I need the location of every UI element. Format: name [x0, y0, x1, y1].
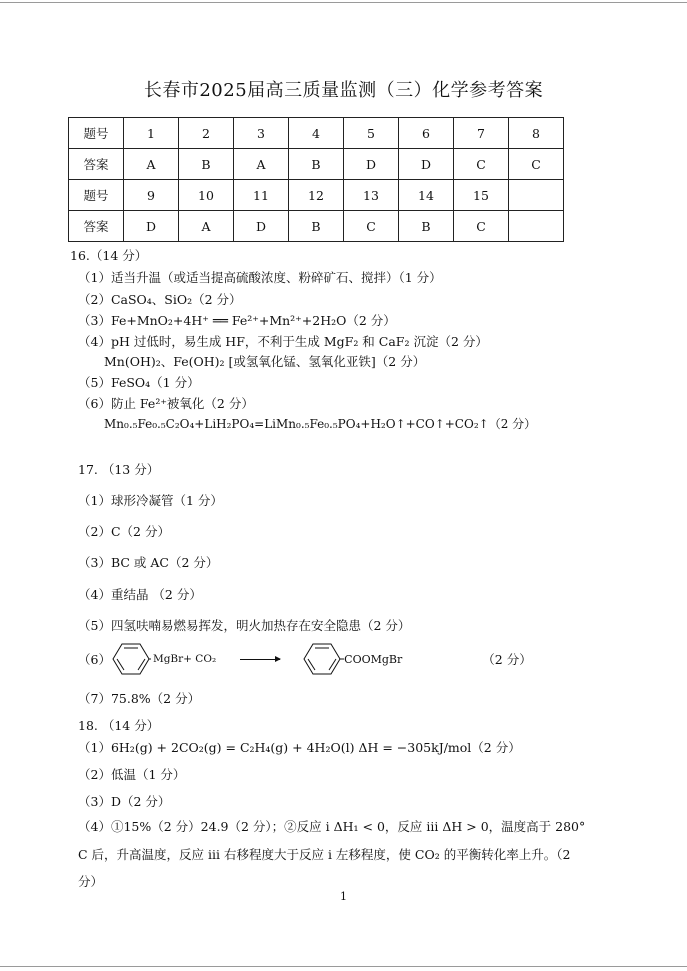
q17-answer-2: （2）C（2 分）	[78, 524, 170, 539]
table-row	[69, 180, 564, 211]
q16-answer-3: （3）Fe+MnO₂+4H⁺ ══ Fe²⁺+Mn²⁺+2H₂O（2 分）	[78, 313, 396, 328]
table-row-label: 答案	[69, 211, 124, 242]
q17-answer-3: （3）BC 或 AC（2 分）	[78, 555, 219, 570]
page-bottom-border	[0, 966, 687, 967]
table-row-label: 答案	[69, 149, 124, 180]
table-cell: A	[179, 211, 234, 242]
reaction-arrow-icon	[240, 659, 280, 660]
document-title: 长春市2025届高三质量监测（三）化学参考答案	[143, 80, 544, 101]
table-cell: 10	[179, 180, 234, 211]
table-row-label: 题号	[69, 118, 124, 149]
q18-answer-4b: C 后，升高温度，反应 iii 右移程度大于反应 i 左移程度，使 CO₂ 的平衡转化率上升。（2	[78, 847, 571, 862]
table-cell: D	[124, 211, 179, 242]
table-cell: 9	[124, 180, 179, 211]
table-cell: A	[124, 149, 179, 180]
benzene-ring-icon	[111, 642, 151, 676]
table-cell: C	[509, 149, 564, 180]
q16-answer-6b: Mn₀.₅Fe₀.₅C₂O₄+LiH₂PO₄=LiMn₀.₅Fe₀.₅PO₄+H₂O↑+CO↑+CO₂↑（2 分）	[104, 417, 537, 431]
q17-header: 17. （13 分）	[78, 462, 160, 477]
table-cell: C	[344, 211, 399, 242]
table-cell: 3	[234, 118, 289, 149]
table-cell: 13	[344, 180, 399, 211]
q17-6-reactant: MgBr+ CO₂	[152, 653, 217, 665]
q18-answer-4a: （4）①15%（2 分）24.9（2 分）；②反应 i ΔH₁ < 0，反应 iii ΔH > 0，温度高于 280°	[78, 819, 586, 834]
q16-answer-2: （2）CaSO₄、SiO₂（2 分）	[78, 292, 242, 307]
table-cell: D	[234, 211, 289, 242]
table-cell	[509, 211, 564, 242]
q18-answer-2: （2）低温（1 分）	[78, 767, 186, 782]
table-cell: 6	[399, 118, 454, 149]
q16-answer-5: （5）FeSO₄（1 分）	[78, 375, 200, 390]
table-cell: B	[289, 211, 344, 242]
table-cell: B	[289, 149, 344, 180]
q16-answer-4b: Mn(OH)₂、Fe(OH)₂ [或氢氧化锰、氢氧化亚铁]（2 分）	[104, 354, 426, 369]
table-row	[69, 211, 564, 242]
q17-answer-7: （7）75.8%（2 分）	[78, 691, 201, 706]
page-number: 1	[340, 890, 347, 903]
table-cell: 11	[234, 180, 289, 211]
table-cell: 5	[344, 118, 399, 149]
table-cell: 2	[179, 118, 234, 149]
table-cell: 1	[124, 118, 179, 149]
q16-answer-4a: （4）pH 过低时，易生成 HF，不利于生成 MgF₂ 和 CaF₂ 沉淀（2 分）	[78, 334, 488, 349]
table-cell: A	[234, 149, 289, 180]
q18-answer-3: （3）D（2 分）	[78, 794, 171, 809]
q17-answer-5: （5）四氢呋喃易燃易挥发，明火加热存在安全隐患（2 分）	[78, 618, 411, 633]
table-cell: 12	[289, 180, 344, 211]
table-cell: B	[399, 211, 454, 242]
q18-answer-4c: 分）	[78, 874, 104, 889]
page-top-border	[0, 2, 687, 3]
table-cell: 14	[399, 180, 454, 211]
q16-header: 16.（14 分）	[70, 248, 148, 263]
benzene-ring-icon	[302, 642, 344, 676]
table-row	[69, 149, 564, 180]
table-cell: D	[344, 149, 399, 180]
q17-6-label: （6）	[78, 652, 111, 667]
q18-answer-1: （1）6H₂(g) + 2CO₂(g) = C₂H₄(g) + 4H₂O(l) ΔH = −305kJ/mol（2 分）	[78, 740, 521, 755]
table-cell: B	[179, 149, 234, 180]
q17-6-score: （2 分）	[482, 652, 532, 667]
q17-answer-6	[78, 642, 532, 676]
q17-answer-1: （1）球形冷凝管（1 分）	[78, 493, 223, 508]
table-cell: 15	[454, 180, 509, 211]
table-cell: 8	[509, 118, 564, 149]
q17-6-product: COOMgBr	[344, 652, 403, 666]
table-cell: C	[454, 149, 509, 180]
table-row-label: 题号	[69, 180, 124, 211]
table-row	[69, 118, 564, 149]
answer-table	[68, 117, 564, 242]
q18-header: 18. （14 分）	[78, 718, 160, 733]
q16-answer-1: （1）适当升温（或适当提高硫酸浓度、粉碎矿石、搅拌）（1 分）	[78, 270, 442, 285]
table-cell: 7	[454, 118, 509, 149]
table-cell	[509, 180, 564, 211]
table-cell: D	[399, 149, 454, 180]
q17-answer-4: （4）重结晶 （2 分）	[78, 587, 202, 602]
table-cell: 4	[289, 118, 344, 149]
table-cell: C	[454, 211, 509, 242]
q16-answer-6a: （6）防止 Fe²⁺被氧化（2 分）	[78, 396, 254, 411]
